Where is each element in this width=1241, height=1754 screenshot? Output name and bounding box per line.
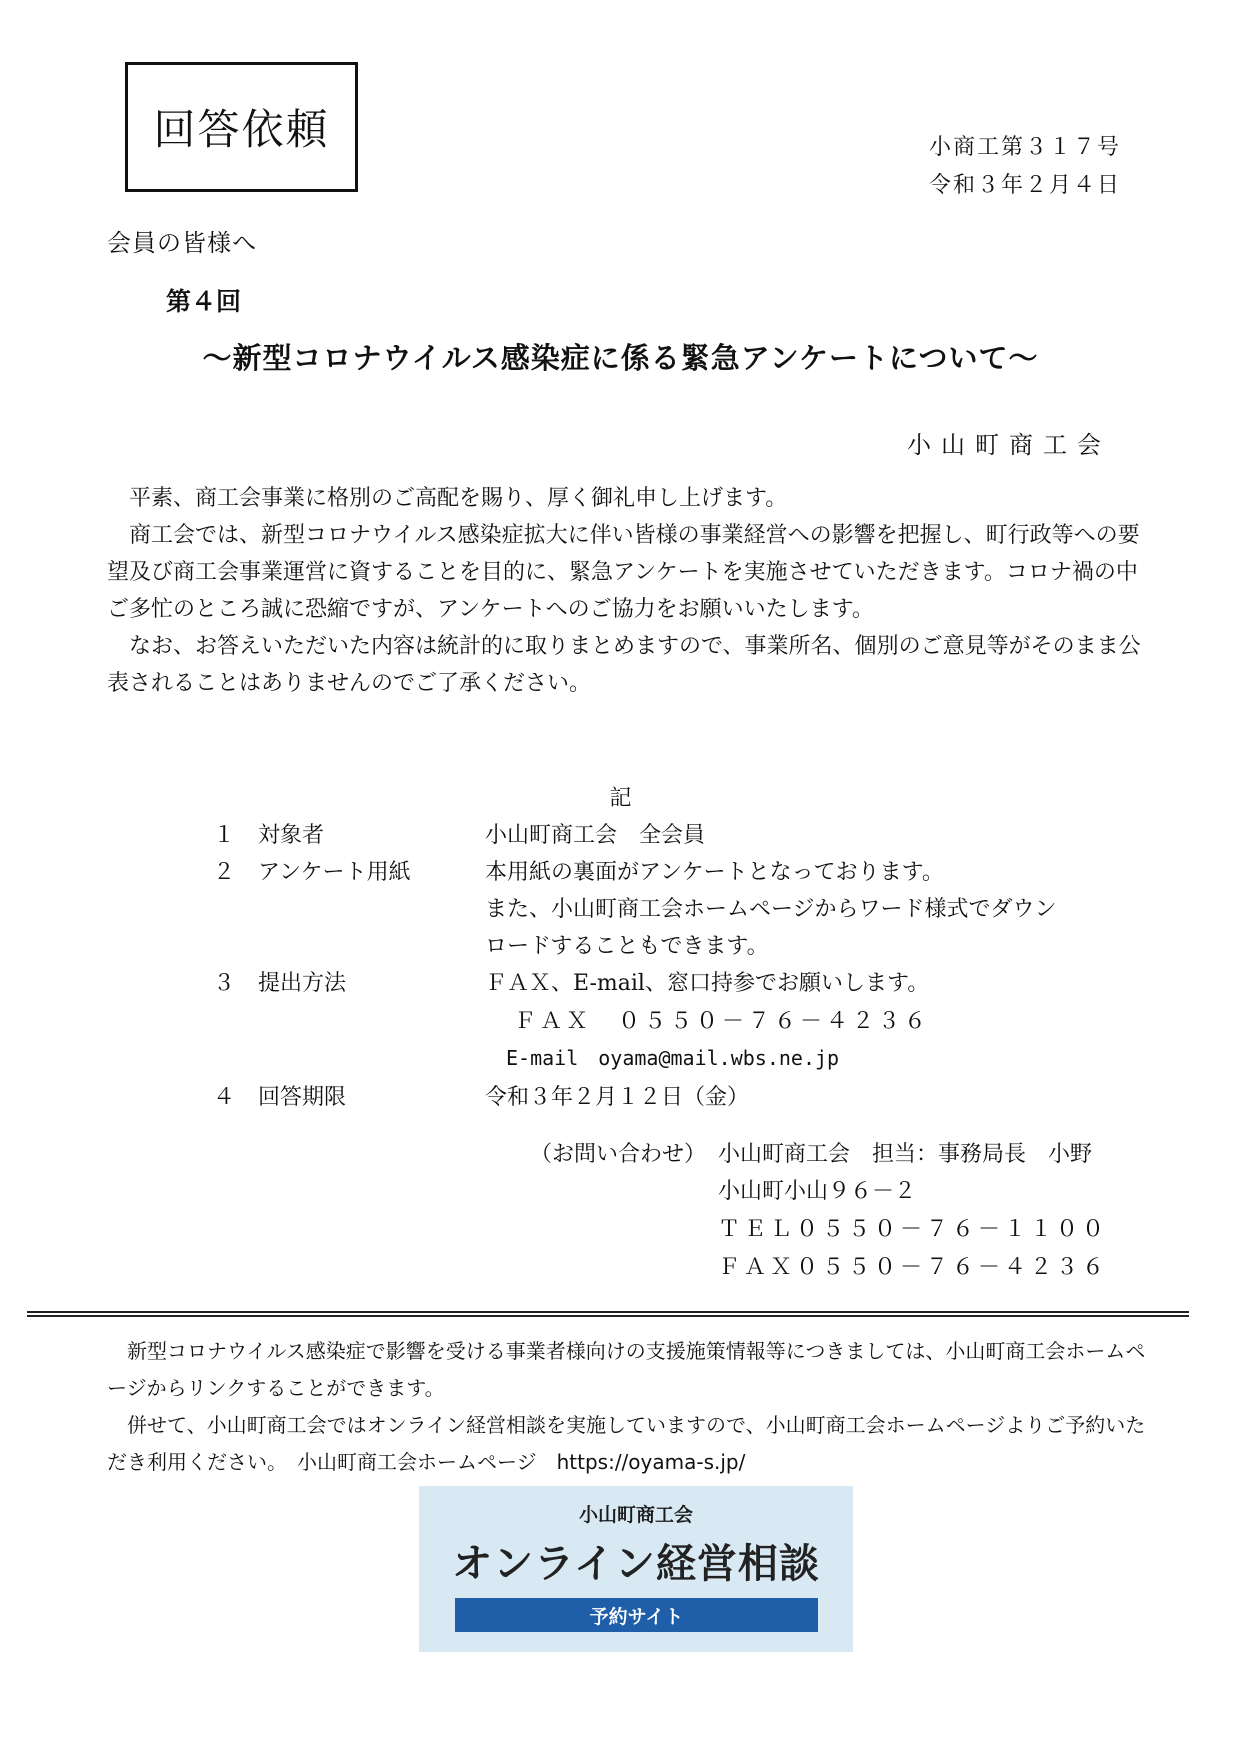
item-value-continued: また、小山町商工会ホームページからワード様式でダウン xyxy=(485,897,1057,922)
sender: 小山町商工会 xyxy=(907,431,1111,459)
fax-number: ＦＡＸ ０５５０－７６－４２３６ xyxy=(514,1009,931,1034)
contact-office: 小山町商工会 担当：事務局長 小野 xyxy=(718,1142,1093,1167)
stamp-text: 回答依頼 xyxy=(153,105,330,154)
contact-address: 小山町小山９６－２ xyxy=(718,1179,917,1204)
item-value: 本用紙の裏面がアンケートとなっております。 xyxy=(485,860,944,885)
body-paragraph: なお、お答えいただいた内容は統計的に取りまとめますので、事業所名、個別のご意見等がそのまま公表されることはありませんのでご了承ください。 xyxy=(107,634,1141,696)
recipient: 会員の皆様へ xyxy=(107,229,257,257)
item-number: １ xyxy=(213,823,236,848)
online-consultation-banner[interactable] xyxy=(419,1486,853,1652)
notice-paragraph: 併せて、小山町商工会ではオンライン経営相談を実施していますので、小山町商工会ホームページよりご予約いただき利用ください。 小山町商工会ホームページ https://oyama-s.jp/ xyxy=(107,1413,1146,1474)
contact-fax: ＦＡＸ０５５０－７６－４２３６ xyxy=(718,1255,1109,1280)
item-label: 回答期限 xyxy=(258,1085,347,1110)
email-address[interactable]: E-mail oyama@mail.wbs.ne.jp xyxy=(506,1046,840,1070)
notice-text xyxy=(107,1333,1147,1481)
document-date: 令和３年２月４日 xyxy=(928,173,1121,198)
divider xyxy=(27,1311,1189,1317)
document-title: ～新型コロナウイルス感染症に係る緊急アンケートについて～ xyxy=(202,341,1039,375)
banner-title: オンライン経営相談 xyxy=(452,1541,820,1587)
item-label: アンケート用紙 xyxy=(258,860,411,885)
stamp-box xyxy=(125,62,358,192)
item-label: 対象者 xyxy=(258,823,325,848)
item-value: 令和３年２月１２日（金） xyxy=(485,1085,750,1110)
item-number: ４ xyxy=(213,1085,236,1110)
item-value: 小山町商工会 全会員 xyxy=(485,823,706,848)
item-number: ２ xyxy=(213,860,236,885)
reservation-site-button[interactable]: 予約サイト xyxy=(455,1598,818,1632)
contact-tel: ＴＥＬ０５５０－７６－１１００ xyxy=(718,1217,1109,1242)
banner-organization: 小山町商工会 xyxy=(578,1504,693,1526)
notice-paragraph: 新型コロナウイルス感染症で影響を受ける事業者様向けの支援施策情報等につきましては、小山町商工会ホームページからリンクすることができます。 xyxy=(107,1339,1146,1400)
ki-heading: 記 xyxy=(609,786,632,811)
item-number: ３ xyxy=(213,971,236,996)
item-value-continued: ロードすることもできます。 xyxy=(485,934,769,959)
item-label: 提出方法 xyxy=(258,971,347,996)
contact-label: （お問い合わせ） xyxy=(530,1142,707,1167)
body-text xyxy=(107,480,1147,702)
session-number: 第４回 xyxy=(166,287,242,316)
body-paragraph: 商工会では、新型コロナウイルス感染症拡大に伴い皆様の事業経営への影響を把握し、町行政等への要望及び商工会事業運営に資することを目的に、緊急アンケートを実施させていただきます。コロナ禍の中ご多忙のところ誠に恐縮ですが、アンケートへのご協力をお願いいたします。 xyxy=(107,523,1140,622)
document-number: 小商工第３１７号 xyxy=(928,135,1121,160)
body-paragraph: 平素、商工会事業に格別のご高配を賜り、厚く御礼申し上げます。 xyxy=(129,486,788,511)
item-value: ＦＡＸ、E-mail、窓口持参でお願いします。 xyxy=(485,971,930,996)
